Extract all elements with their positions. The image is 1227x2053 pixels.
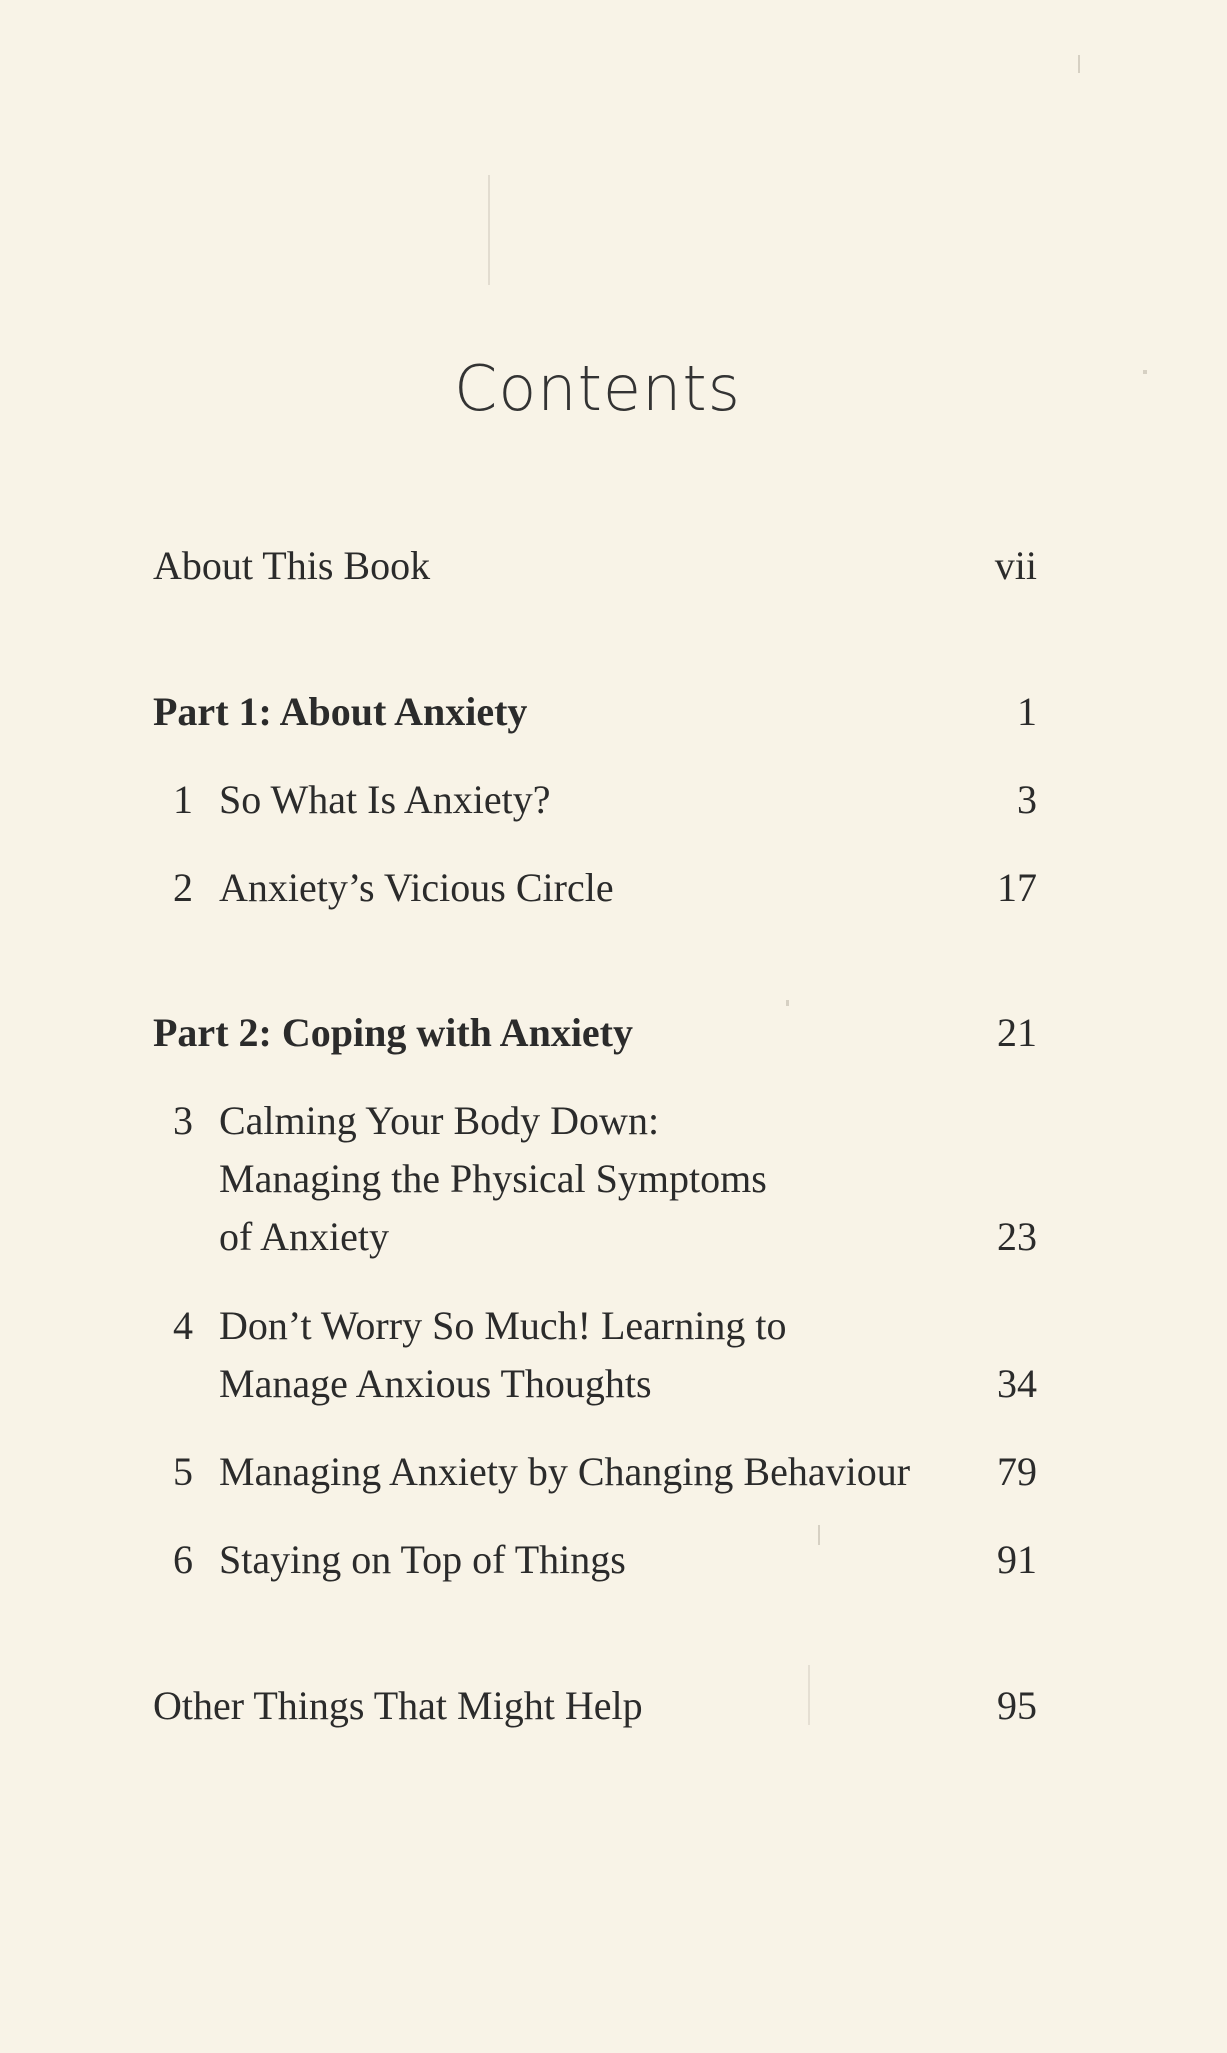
toc-page-number: 95 xyxy=(997,1683,1037,1728)
toc-page-number: 79 xyxy=(997,1449,1037,1494)
toc-page-number: 91 xyxy=(997,1537,1037,1582)
toc-page-number: 1 xyxy=(1017,689,1037,734)
toc-chapter-4 xyxy=(153,1297,1037,1413)
paper-mark xyxy=(1078,55,1080,73)
toc-chapter-title: Calming Your Body Down: Managing the Physical Symptoms of Anxiety xyxy=(219,1098,767,1259)
toc-entry-label: Other Things That Might Help xyxy=(153,1683,643,1728)
toc-chapter-3 xyxy=(153,1092,1037,1266)
toc-chapter-title: Don’t Worry So Much! Learning to Manage Anxious Thoughts xyxy=(219,1303,787,1406)
toc-page-number: 21 xyxy=(997,1010,1037,1055)
toc-chapter-number: 5 xyxy=(173,1449,193,1494)
toc-entry-label: About This Book xyxy=(153,543,431,588)
toc-chapter-number: 6 xyxy=(173,1537,193,1582)
toc-page-number: 17 xyxy=(997,865,1037,910)
toc-chapter-2 xyxy=(153,859,1037,917)
toc-chapter-number: 1 xyxy=(173,777,193,822)
toc-part-1 xyxy=(153,683,1037,741)
toc-page-number: 23 xyxy=(997,1214,1037,1259)
toc-chapter-number: 2 xyxy=(173,865,193,910)
toc-chapter-title: Managing Anxiety by Changing Behaviour xyxy=(219,1449,911,1494)
toc-entry-about-this-book xyxy=(153,537,1037,595)
paper-mark xyxy=(488,175,490,285)
toc-page-number: vii xyxy=(994,543,1037,588)
toc-page-number: 34 xyxy=(997,1361,1037,1406)
toc-part-label: Part 2: Coping with Anxiety xyxy=(153,1010,633,1055)
toc-chapter-6 xyxy=(153,1531,1037,1589)
toc-page-number: 3 xyxy=(1017,777,1037,822)
toc-chapter-number: 3 xyxy=(173,1098,193,1143)
toc-chapter-title: Anxiety’s Vicious Circle xyxy=(219,865,614,910)
toc-chapter-title: So What Is Anxiety? xyxy=(219,777,551,822)
toc-chapter-title: Staying on Top of Things xyxy=(219,1537,626,1582)
toc-part-2 xyxy=(153,1004,1037,1062)
toc-chapter-number: 4 xyxy=(173,1303,193,1348)
toc-chapter-1 xyxy=(153,771,1037,829)
toc-chapter-5 xyxy=(153,1443,1037,1501)
toc-entry-other-things xyxy=(153,1677,1037,1735)
toc-part-label: Part 1: About Anxiety xyxy=(153,689,528,734)
page-title: Contents xyxy=(454,352,741,425)
